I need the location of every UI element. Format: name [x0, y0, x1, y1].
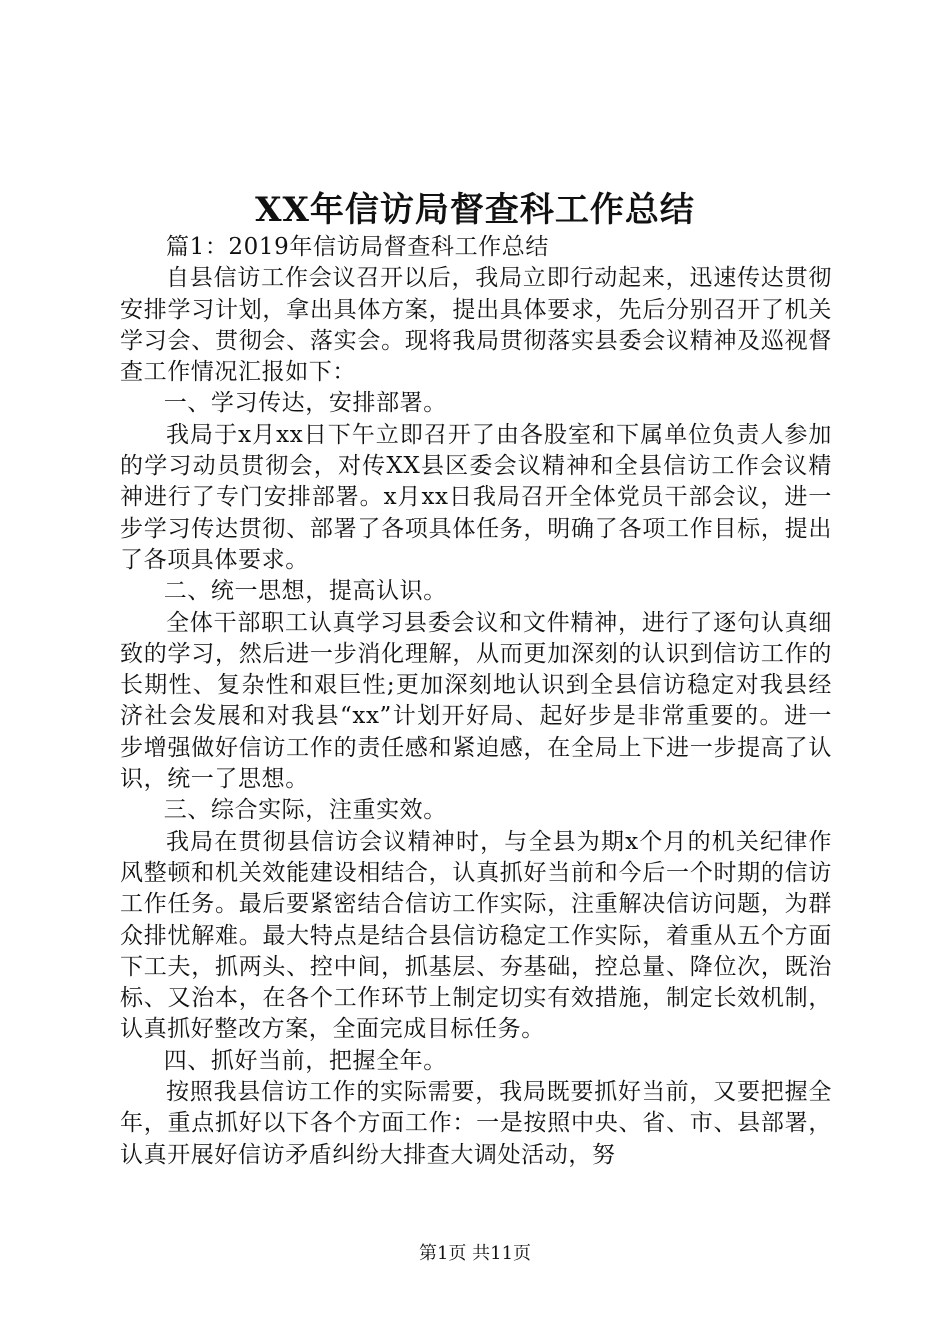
- body-paragraph: 按照我县信访工作的实际需要，我局既要抓好当前，又要把握全年，重点抓好以下各个方面工作：一是按照中央、省、市、县部署，认真开展好信访矛盾纠纷大排查大调处活动，努: [120, 1079, 832, 1168]
- body-paragraph: 全体干部职工认真学习县委会议和文件精神，进行了逐句认真细致的学习，然后进一步消化理解，从而更加深刻的认识到信访工作的长期性、复杂性和艰巨性;更加深刻地认识到全县信访稳定对我县经济社会发展和对我县“xx”计划开好局、起好步是非常重要的。进一步增强做好信访工作的责任感和紧迫感，在全局上下进一步提高了认识，统一了思想。: [120, 609, 832, 793]
- page-number: 第1页 共11页: [418, 1243, 532, 1264]
- document-title: XX年信访局督查科工作总结: [255, 190, 695, 230]
- section-heading: 二、统一思想，提高认识。: [163, 578, 447, 605]
- document-body: [120, 232, 832, 1171]
- section-heading: 四、抓好当前，把握全年。: [163, 1047, 447, 1074]
- body-paragraph: 我局于x月xx日下午立即召开了由各股室和下属单位负责人参加的学习动员贯彻会，对传XX县区委会议精神和全县信访工作会议精神进行了专门安排部署。x月xx日我局召开全体党员干部会议，进一步学习传达贯彻、部署了各项具体任务，明确了各项工作目标，提出了各项具体要求。: [120, 421, 832, 573]
- section-heading: 三、综合实际，注重实效。: [163, 797, 447, 824]
- section-heading: 一、学习传达，安排部署。: [163, 390, 447, 417]
- body-paragraph: 自县信访工作会议召开以后，我局立即行动起来，迅速传达贯彻安排学习计划，拿出具体方案，提出具体要求，先后分别召开了机关学习会、贯彻会、落实会。现将我局贯彻落实县委会议精神及巡视督查工作情况汇报如下：: [120, 265, 832, 386]
- body-paragraph: 我局在贯彻县信访会议精神时，与全县为期x个月的机关纪律作风整顿和机关效能建设相结合，认真抓好当前和今后一个时期的信访工作任务。最后要紧密结合信访工作实际，注重解决信访问题，为群众排忧解难。最大特点是结合县信访稳定工作实际，着重从五个方面下工夫，抓两头、控中间，抓基层、夯基础，控总量、降位次，既治标、又治本，在各个工作环节上制定切实有效措施，制定长效机制，认真抓好整改方案，全面完成目标任务。: [120, 828, 832, 1043]
- chapter-heading: 篇1：2019年信访局督查科工作总结: [166, 234, 549, 260]
